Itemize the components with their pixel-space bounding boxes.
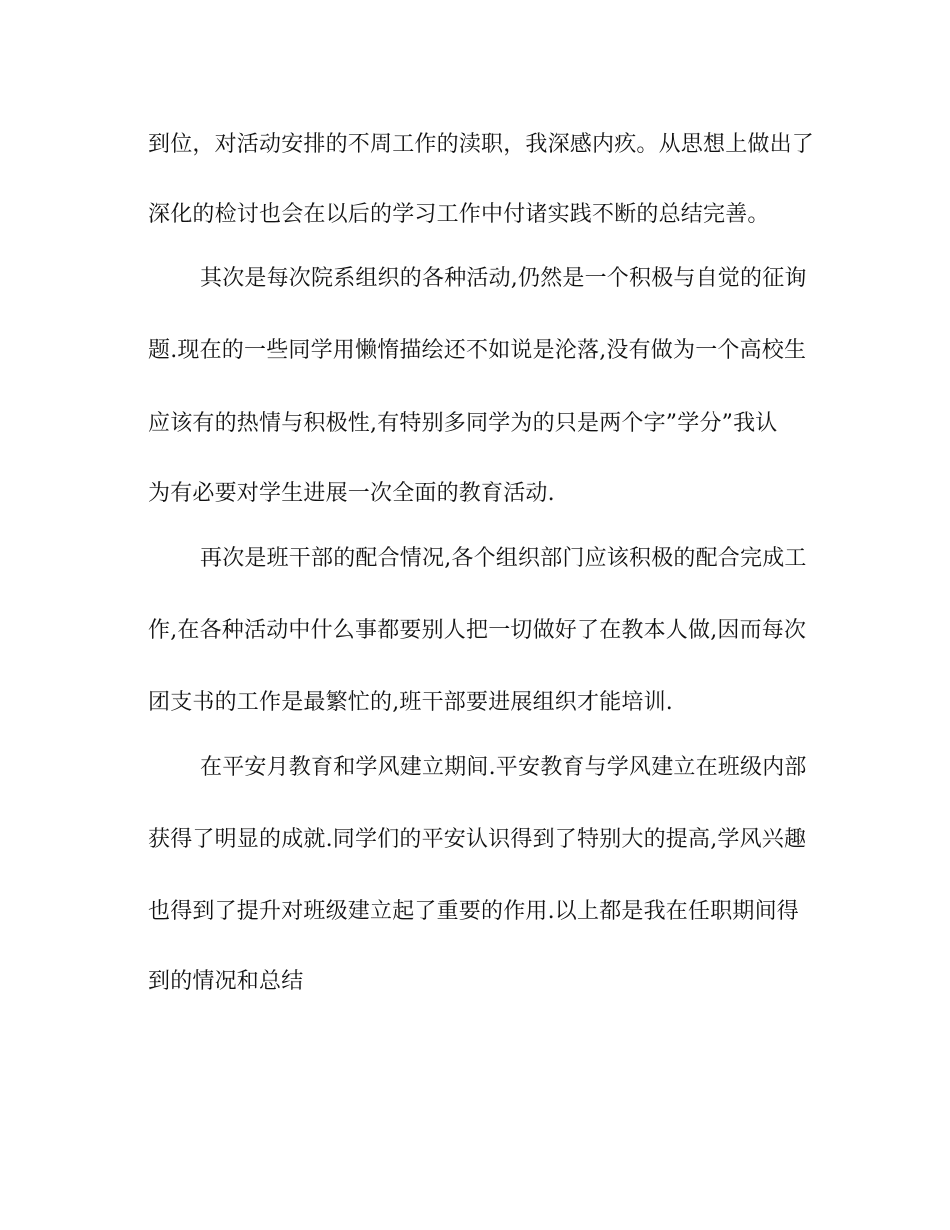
text-line: 题.现在的一些同学用懒惰描绘还不如说是沦落,没有做为一个高校生 <box>148 338 807 363</box>
text-line: 应该有的热情与积极性,有特别多同学为的只是两个字”学分”我认 <box>148 411 778 436</box>
paragraph-start-line: 在平安月教育和学风建立期间.平安教育与学风建立在班级内部 <box>200 755 807 780</box>
text-line: 到位，对活动安排的不周工作的渎职，我深感内疚。从思想上做出了 <box>148 132 815 157</box>
text-line: 作,在各种活动中什么事都要别人把一切做好了在教本人做,因而每次 <box>148 618 807 643</box>
paragraph-start-line: 再次是班干部的配合情况,各个组织部门应该积极的配合完成工 <box>200 546 807 571</box>
text-line: 到的情况和总结 <box>148 969 304 994</box>
text-line: 团支书的工作是最繁忙的,班干部要进展组织才能培训. <box>148 690 673 715</box>
text-line: 也得到了提升对班级建立起了重要的作用.以上都是我在任职期间得 <box>148 899 799 924</box>
paragraph-start-line: 其次是每次院系组织的各种活动,仍然是一个积极与自觉的征询 <box>200 266 807 291</box>
text-line: 获得了明显的成就.同学们的平安认识得到了特别大的提高,学风兴趣 <box>148 827 807 852</box>
text-line: 为有必要对学生进展一次全面的教育活动. <box>148 481 555 506</box>
text-line: 深化的检讨也会在以后的学习工作中付诸实践不断的总结完善。 <box>148 202 770 227</box>
